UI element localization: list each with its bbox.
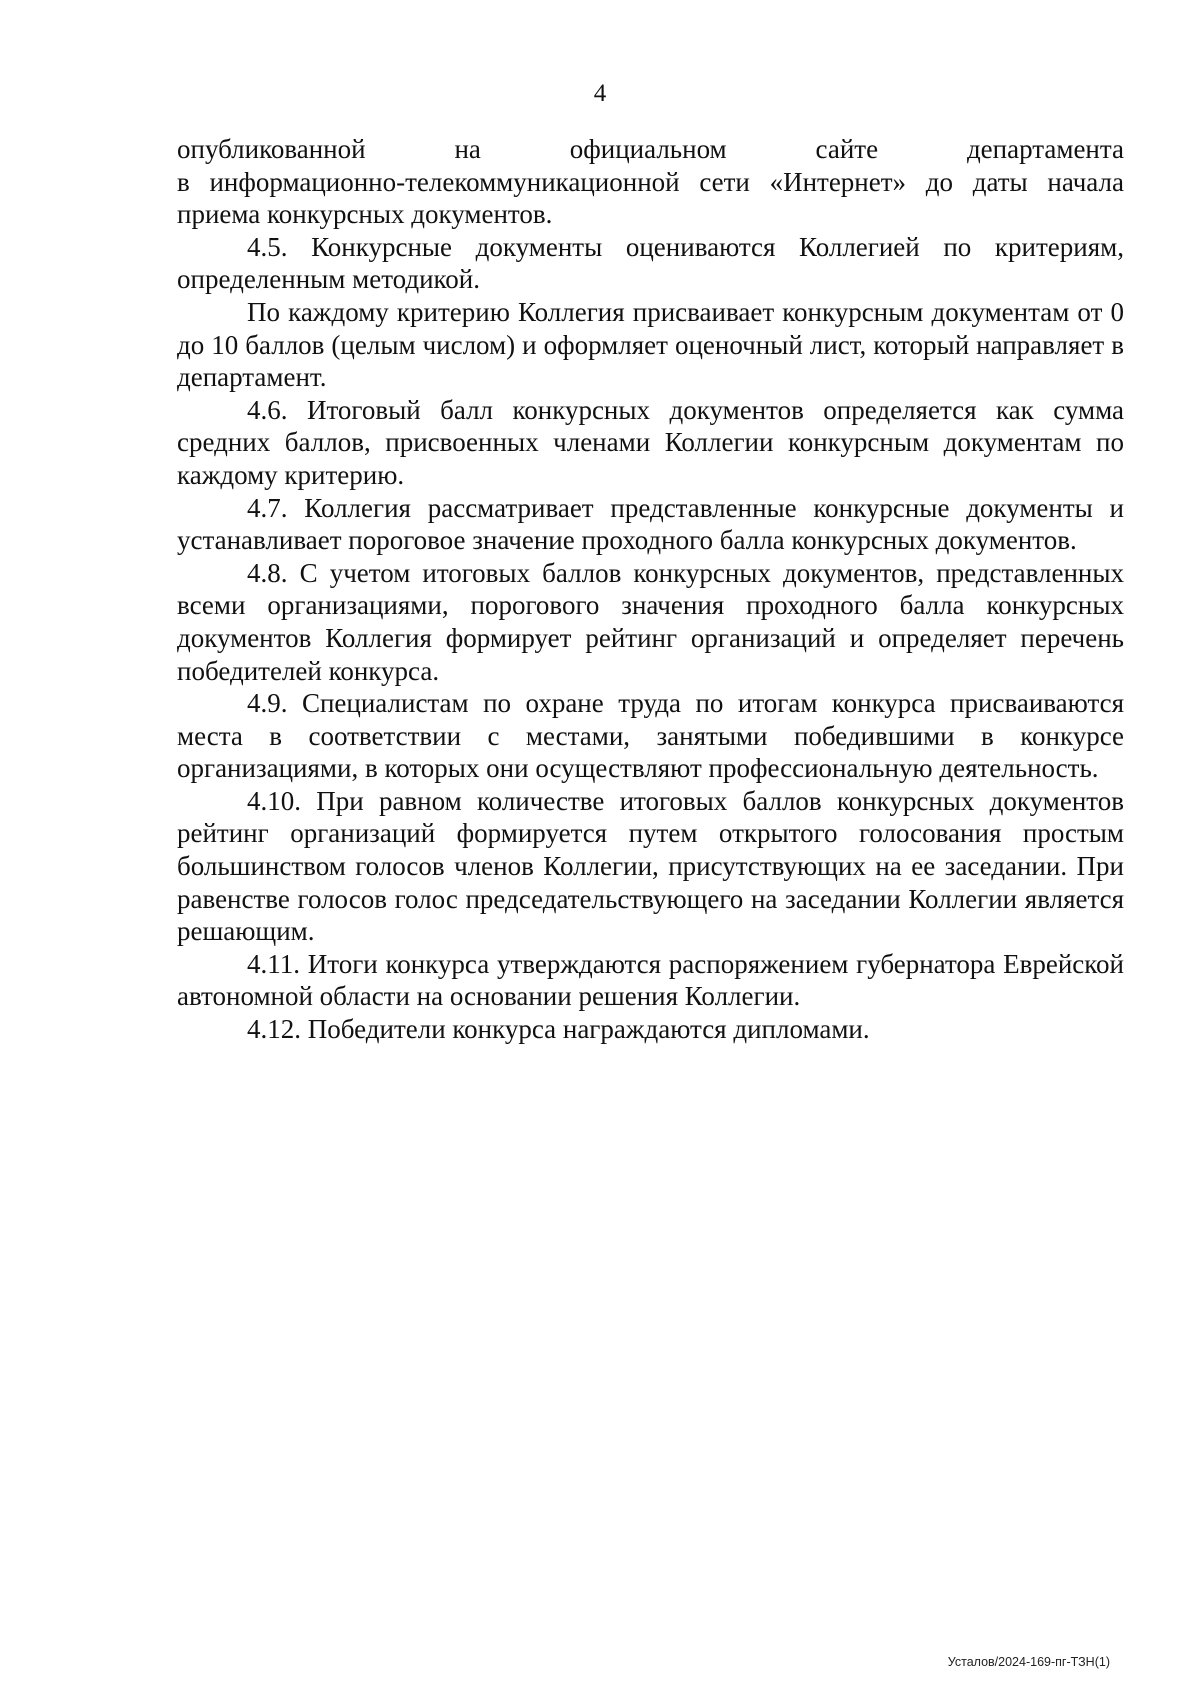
document-body — [177, 133, 1124, 1046]
paragraph-4-8: 4.8. С учетом итоговых баллов конкурсных документов, представленных всеми организациями, порогового значения проходного балла конкурсных документов Коллегия формирует рейтинг организаций и определяет перечень победителей конкурса. — [177, 557, 1124, 686]
paragraph-4-9: 4.9. Специалистам по охране труда по итогам конкурса присваиваются места в соответствии с местами, занятыми победившими в конкурсе организациями, в которых они осуществляют профессиональную деятельность. — [177, 688, 1124, 784]
paragraph-4-5-criteria: По каждому критерию Коллегия присваивает конкурсным документам от 0 до 10 баллов (целым числом) и оформляет оценочный лист, который направляет в департамент. — [177, 296, 1124, 393]
paragraph-4-12: 4.12. Победители конкурса награждаются дипломами. — [247, 1014, 870, 1045]
paragraph-continuation: в информационно-телекоммуникационной сети «Интернет» до даты начала приема конкурсных документов. — [177, 166, 1124, 230]
paragraph-4-6: 4.6. Итоговый балл конкурсных документов определяется как сумма средних баллов, присвоенных членами Коллегии конкурсным документам по каждому критерию. — [177, 394, 1124, 490]
paragraph-4-7: 4.7. Коллегия рассматривает представленные конкурсные документы и устанавливает пороговое значение проходного балла конкурсных документов. — [177, 492, 1124, 556]
paragraph-4-11: 4.11. Итоги конкурса утверждаются распоряжением губернатора Еврейской автономной области на основании решения Коллегии. — [177, 948, 1124, 1012]
paragraph-4-10: 4.10. При равном количестве итоговых баллов конкурсных документов рейтинг организаций формируется путем открытого голосования простым большинством голосов членов Коллегии, присутствующих на ее заседании. При равенстве голосов голос председательствующего на заседании Коллегии является решающим. — [177, 785, 1124, 947]
page-number: 4 — [593, 80, 607, 107]
paragraph-4-5: 4.5. Конкурсные документы оцениваются Коллегией по критериям, определенным методикой. — [177, 231, 1124, 295]
document-code: Усталов/2024-169-пг-ТЗН(1) — [947, 1655, 1110, 1669]
paragraph-continuation-first-line: опубликованной на официальном сайте департамента — [177, 134, 1124, 164]
